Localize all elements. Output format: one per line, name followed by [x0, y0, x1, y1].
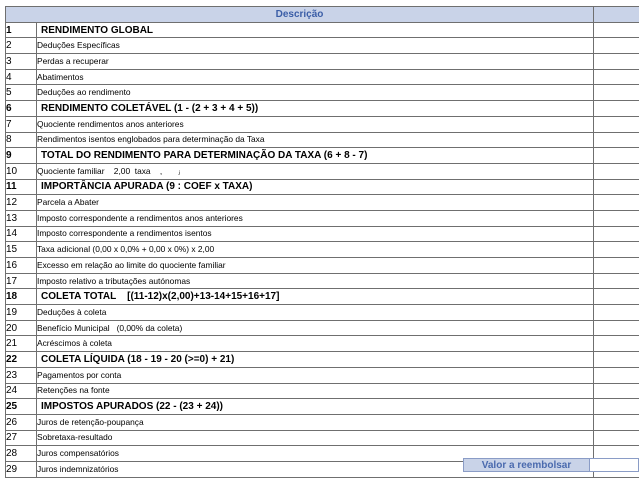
table-row [6, 38, 639, 54]
row-number: 19 [6, 305, 37, 321]
table-row [6, 210, 639, 226]
row-description: Quociente familiar 2,00 taxa , ⱼ [37, 163, 594, 179]
table-row [6, 352, 639, 368]
row-description: Excesso em relação ao limite do quociente familiar [37, 258, 594, 274]
row-value-cell [594, 210, 639, 226]
table-row [6, 258, 639, 274]
row-value-cell [594, 101, 639, 117]
row-description: Acréscimos à coleta [37, 336, 594, 352]
table-row [6, 242, 639, 258]
header-value-column [594, 7, 639, 23]
row-description: Deduções Específicas [37, 38, 594, 54]
row-number: 23 [6, 367, 37, 383]
table-row [6, 101, 639, 117]
table-row [6, 179, 639, 195]
row-number: 3 [6, 54, 37, 70]
refund-value-cell [590, 458, 639, 472]
row-number: 17 [6, 273, 37, 289]
row-description: TOTAL DO RENDIMENTO PARA DETERMINAÇÃO DA TAXA (6 + 8 - 7) [37, 148, 594, 164]
row-number: 28 [6, 446, 37, 462]
row-value-cell [594, 85, 639, 101]
row-number: 6 [6, 101, 37, 117]
row-number: 27 [6, 430, 37, 446]
row-number: 12 [6, 195, 37, 211]
row-value-cell [594, 22, 639, 38]
table-header-row [6, 7, 639, 23]
row-number: 10 [6, 163, 37, 179]
row-description: Deduções ao rendimento [37, 85, 594, 101]
row-description: Sobretaxa-resultado [37, 430, 594, 446]
table-row [6, 163, 639, 179]
table-row [6, 116, 639, 132]
table-row [6, 132, 639, 148]
row-description: Juros de retenção-poupança [37, 414, 594, 430]
row-number: 29 [6, 461, 37, 477]
table-row [6, 367, 639, 383]
row-description: COLETA LÍQUIDA (18 - 19 - 20 (>=0) + 21) [37, 352, 594, 368]
table-row [6, 399, 639, 415]
row-description: RENDIMENTO GLOBAL [37, 22, 594, 38]
row-description: Pagamentos por conta [37, 367, 594, 383]
row-description: Parcela a Abater [37, 195, 594, 211]
tax-calculation-table [5, 6, 639, 478]
row-value-cell [594, 367, 639, 383]
row-description: Juros indemnizatórios [37, 461, 594, 477]
row-value-cell [594, 54, 639, 70]
row-description: Quociente rendimentos anos anteriores [37, 116, 594, 132]
row-number: 22 [6, 352, 37, 368]
row-value-cell [594, 163, 639, 179]
row-description: IMPOSTOS APURADOS (22 - (23 + 24)) [37, 399, 594, 415]
row-value-cell [594, 336, 639, 352]
row-number: 9 [6, 148, 37, 164]
row-description: Imposto correspondente a rendimentos anos anteriores [37, 210, 594, 226]
row-value-cell [594, 399, 639, 415]
row-number: 1 [6, 22, 37, 38]
row-value-cell [594, 289, 639, 305]
row-description: Deduções à coleta [37, 305, 594, 321]
row-value-cell [594, 148, 639, 164]
row-number: 25 [6, 399, 37, 415]
row-value-cell [594, 383, 639, 399]
row-number: 11 [6, 179, 37, 195]
row-value-cell [594, 414, 639, 430]
row-number: 8 [6, 132, 37, 148]
row-number: 13 [6, 210, 37, 226]
row-value-cell [594, 38, 639, 54]
row-number: 14 [6, 226, 37, 242]
row-number: 16 [6, 258, 37, 274]
row-number: 7 [6, 116, 37, 132]
table-body [6, 22, 639, 477]
row-number: 4 [6, 69, 37, 85]
table-row [6, 273, 639, 289]
table-row [6, 148, 639, 164]
row-value-cell [594, 242, 639, 258]
row-value-cell [594, 179, 639, 195]
table-row [6, 305, 639, 321]
table-row [6, 226, 639, 242]
row-value-cell [594, 430, 639, 446]
table-row [6, 430, 639, 446]
row-value-cell [594, 116, 639, 132]
row-number: 5 [6, 85, 37, 101]
row-value-cell [594, 320, 639, 336]
row-description: Rendimentos isentos englobados para determinação da Taxa [37, 132, 594, 148]
table-row [6, 85, 639, 101]
row-description: COLETA TOTAL [(11-12)x(2,00)+13-14+15+16+17] [37, 289, 594, 305]
row-description: Perdas a recuperar [37, 54, 594, 70]
row-number: 2 [6, 38, 37, 54]
row-value-cell [594, 132, 639, 148]
row-description: Juros compensatórios [37, 446, 594, 462]
row-description: Imposto correspondente a rendimentos isentos [37, 226, 594, 242]
table-row [6, 289, 639, 305]
table-row [6, 195, 639, 211]
row-description: Abatimentos [37, 69, 594, 85]
refund-label: Valor a reembolsar [463, 458, 590, 472]
row-description: RENDIMENTO COLETÁVEL (1 - (2 + 3 + 4 + 5)) [37, 101, 594, 117]
row-number: 18 [6, 289, 37, 305]
row-value-cell [594, 273, 639, 289]
row-number: 21 [6, 336, 37, 352]
row-number: 15 [6, 242, 37, 258]
row-number: 26 [6, 414, 37, 430]
row-value-cell [594, 69, 639, 85]
table-row [6, 22, 639, 38]
table-row [6, 54, 639, 70]
row-value-cell [594, 258, 639, 274]
header-description: Descrição [6, 7, 594, 23]
table-row [6, 383, 639, 399]
row-description: Imposto relativo a tributações autónomas [37, 273, 594, 289]
row-value-cell [594, 305, 639, 321]
row-number: 24 [6, 383, 37, 399]
row-description: Taxa adicional (0,00 x 0,0% + 0,00 x 0%) x 2,00 [37, 242, 594, 258]
row-value-cell [594, 352, 639, 368]
row-value-cell [594, 226, 639, 242]
row-description: Benefício Municipal (0,00% da coleta) [37, 320, 594, 336]
table-row [6, 69, 639, 85]
row-description: IMPORTÂNCIA APURADA (9 : COEF x TAXA) [37, 179, 594, 195]
table-row [6, 320, 639, 336]
row-description: Retenções na fonte [37, 383, 594, 399]
table-row [6, 336, 639, 352]
row-number: 20 [6, 320, 37, 336]
row-value-cell [594, 195, 639, 211]
table-row [6, 414, 639, 430]
